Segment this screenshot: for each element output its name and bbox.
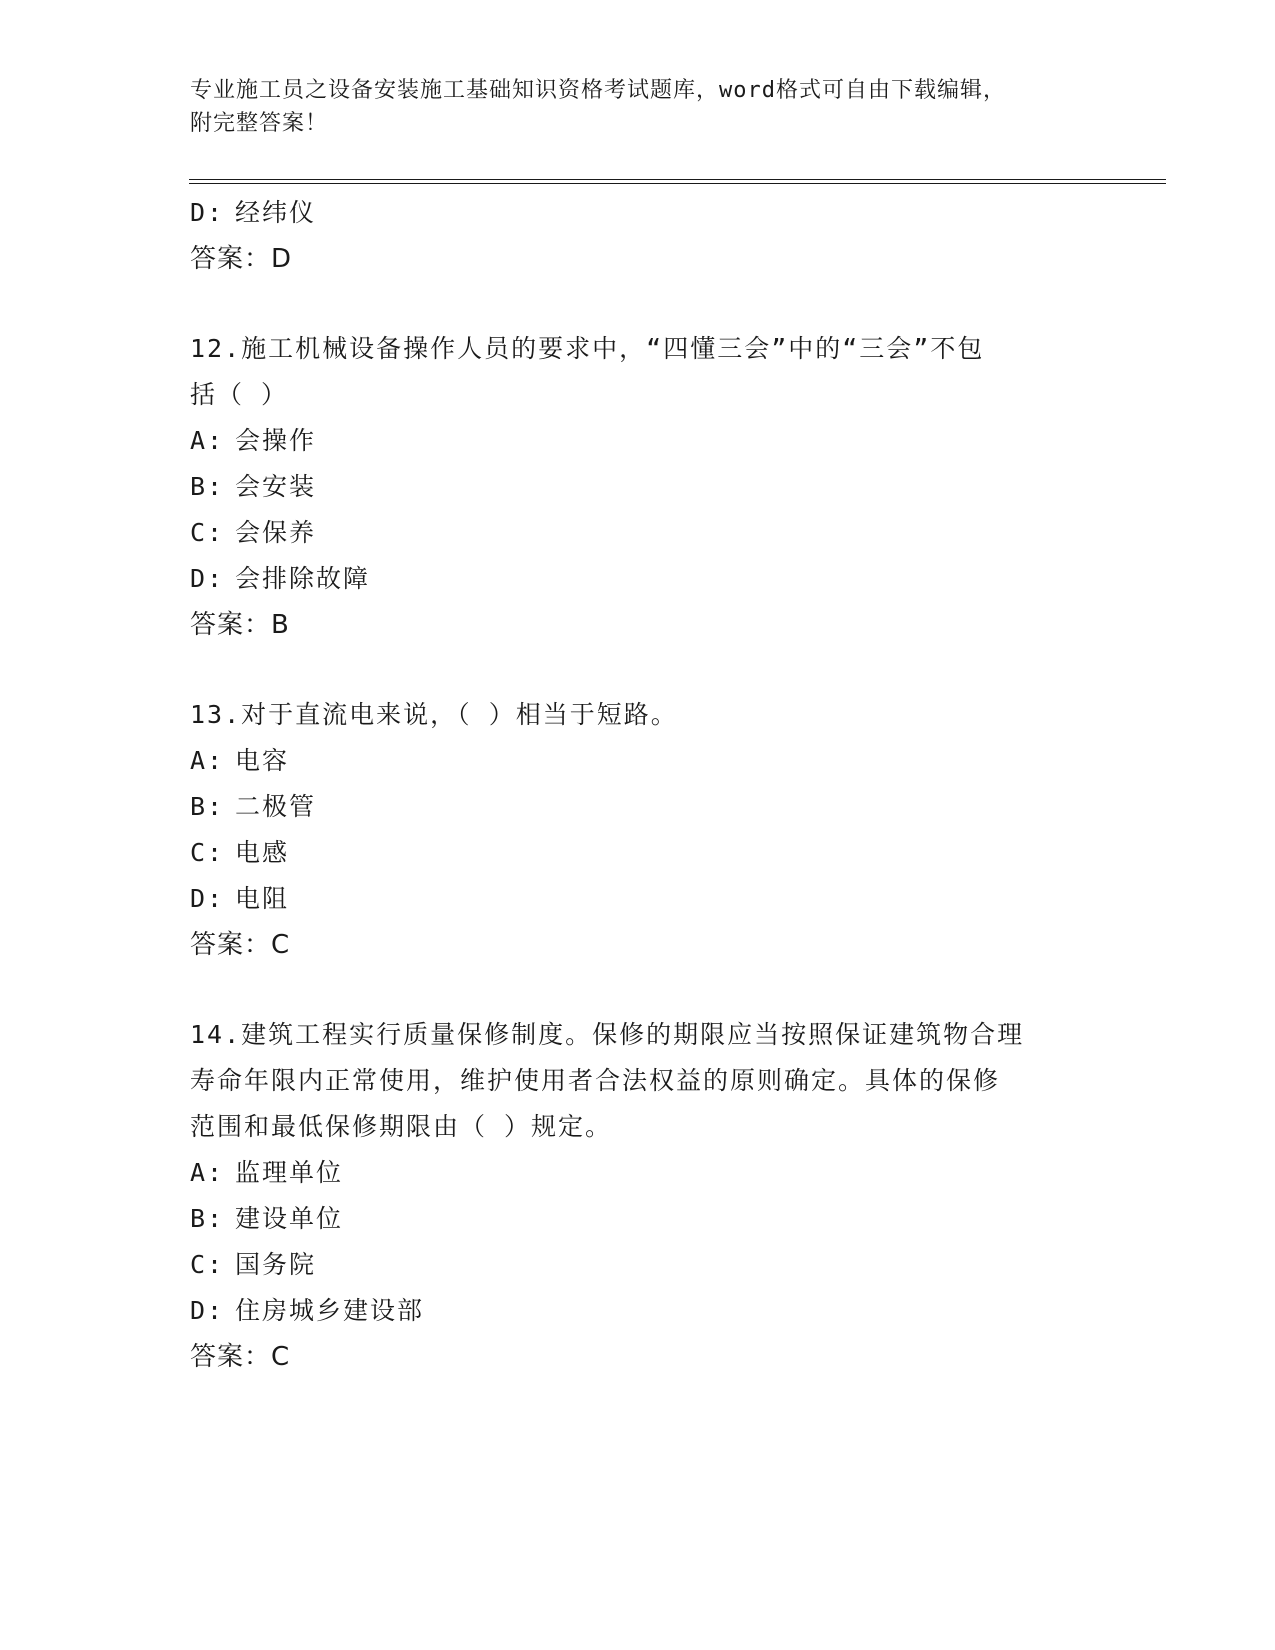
spacer xyxy=(190,968,1120,1012)
option-d xyxy=(190,876,1120,922)
option-label: A: xyxy=(190,746,225,775)
option-text: 经纬仪 xyxy=(235,198,317,227)
option-d xyxy=(190,556,1120,602)
spacer xyxy=(190,282,1120,326)
question-stem-line: 范围和最低保修期限由（ ）规定。 xyxy=(190,1112,613,1141)
answer-line: 答案：B xyxy=(190,610,290,640)
option-text: 国务院 xyxy=(235,1250,317,1279)
option-b xyxy=(190,1196,1120,1242)
option-text: 二极管 xyxy=(235,792,317,821)
answer-line: 答案：D xyxy=(190,244,293,274)
option-label: D: xyxy=(190,198,225,227)
option-text: 建设单位 xyxy=(235,1204,344,1233)
option-label: C: xyxy=(190,1250,225,1279)
option-a xyxy=(190,738,1120,784)
question-stem-line: 13.对于直流电来说，（ ）相当于短路。 xyxy=(190,700,678,729)
question-12 xyxy=(190,326,1120,648)
header-line-1: 专业施工员之设备安装施工基础知识资格考试题库，word格式可自由下载编辑， xyxy=(190,78,1006,103)
header-line-2: 附完整答案！ xyxy=(190,111,329,136)
option-d xyxy=(190,1288,1120,1334)
option-c xyxy=(190,510,1120,556)
option-text: 会排除故障 xyxy=(235,564,371,593)
option-c xyxy=(190,830,1120,876)
header-divider-bottom xyxy=(189,183,1166,184)
question-14 xyxy=(190,1012,1120,1380)
question-stem-line: 寿命年限内正常使用，维护使用者合法权益的原则确定。具体的保修 xyxy=(190,1066,1001,1095)
option-b xyxy=(190,784,1120,830)
option-text: 监理单位 xyxy=(235,1158,344,1187)
option-text: 住房城乡建设部 xyxy=(235,1296,425,1325)
option-label: C: xyxy=(190,838,225,867)
option-text: 电感 xyxy=(235,838,290,867)
header-divider-top xyxy=(189,179,1166,180)
option-label: B: xyxy=(190,472,225,501)
question-stem-line: 12.施工机械设备操作人员的要求中，“四懂三会”中的“三会”不包 xyxy=(190,334,985,363)
option-text: 会保养 xyxy=(235,518,317,547)
option-text: 电容 xyxy=(235,746,290,775)
option-label: A: xyxy=(190,426,225,455)
option-label: D: xyxy=(190,564,225,593)
answer-line: 答案：C xyxy=(190,1342,291,1372)
option-label: B: xyxy=(190,792,225,821)
question-stem-line: 14.建筑工程实行质量保修制度。保修的期限应当按照保证建筑物合理 xyxy=(190,1020,1025,1049)
option-text: 会安装 xyxy=(235,472,317,501)
option-a xyxy=(190,418,1120,464)
option-text: 会操作 xyxy=(235,426,317,455)
option-label: C: xyxy=(190,518,225,547)
question-13 xyxy=(190,692,1120,968)
option-b xyxy=(190,464,1120,510)
option-d xyxy=(190,190,1120,236)
question-stem-line: 括（ ） xyxy=(190,380,289,409)
answer-line: 答案：C xyxy=(190,930,291,960)
option-label: A: xyxy=(190,1158,225,1187)
document-header xyxy=(190,74,1090,140)
spacer xyxy=(190,648,1120,692)
option-label: D: xyxy=(190,1296,225,1325)
option-a xyxy=(190,1150,1120,1196)
question-content xyxy=(190,190,1120,1380)
option-c xyxy=(190,1242,1120,1288)
option-label: B: xyxy=(190,1204,225,1233)
option-text: 电阻 xyxy=(235,884,290,913)
option-label: D: xyxy=(190,884,225,913)
